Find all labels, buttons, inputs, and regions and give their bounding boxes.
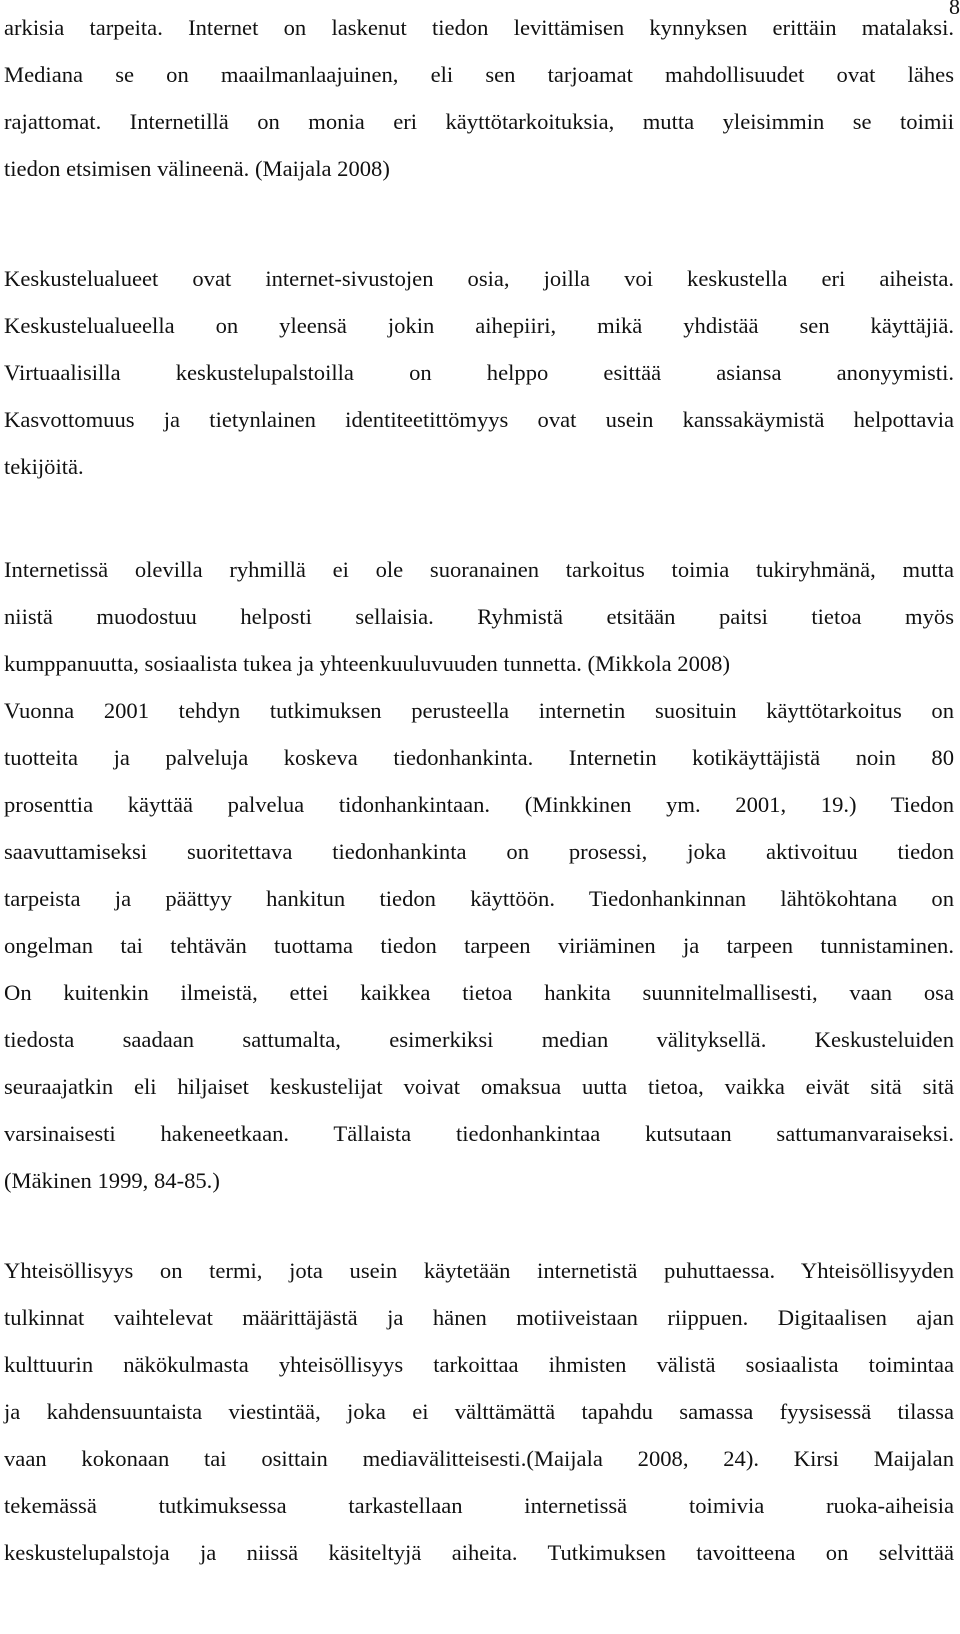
- paragraph-information-seeking: [4, 555, 954, 1213]
- text-line: tuotteita ja palveluja koskeva tiedonhankinta. Internetin kotikäyttäjistä noin 80: [4, 745, 954, 770]
- text-line: keskustelupalstoja ja niissä käsiteltyjä aiheita. Tutkimuksen tavoitteena on selvittää: [4, 1540, 954, 1565]
- text-line: Vuonna 2001 tehdyn tutkimuksen perusteella internetin suosituin käyttötarkoitus on: [4, 698, 954, 723]
- text-line: tekemässä tutkimuksessa tarkastellaan internetissä toimivia ruoka-aiheisia: [4, 1493, 954, 1518]
- text-line: prosenttia käyttää palvelua tidonhankintaan. (Minkkinen ym. 2001, 19.) Tiedon: [4, 792, 954, 817]
- text-line: (Mäkinen 1999, 84-85.): [4, 1168, 220, 1193]
- paragraph-community: [4, 1256, 954, 1585]
- text-line: Keskustelualueella on yleensä jokin aihepiiri, mikä yhdistää sen käyttäjiä.: [4, 313, 954, 338]
- text-line: tarpeista ja päättyy hankitun tiedon käyttöön. Tiedonhankinnan lähtökohtana on: [4, 886, 954, 911]
- text-line: niistä muodostuu helposti sellaisia. Ryhmistä etsitään paitsi tietoa myös: [4, 604, 954, 629]
- text-line: ongelman tai tehtävän tuottama tiedon tarpeen viriäminen ja tarpeen tunnistaminen.: [4, 933, 954, 958]
- paragraph-internet-intro: [4, 13, 954, 201]
- text-line: saavuttamiseksi suoritettava tiedonhankinta on prosessi, joka aktivoituu tiedon: [4, 839, 954, 864]
- text-line: arkisia tarpeita. Internet on laskenut tiedon levittämisen kynnyksen erittäin matalaksi.: [4, 15, 954, 40]
- text-line: Virtuaalisilla keskustelupalstoilla on helppo esittää asiansa anonyymisti.: [4, 360, 954, 385]
- text-line: Mediana se on maailmanlaajuinen, eli sen tarjoamat mahdollisuudet ovat lähes: [4, 62, 954, 87]
- text-line: vaan kokonaan tai osittain mediavälitteisesti.(Maijala 2008, 24). Kirsi Maijalan: [4, 1446, 954, 1471]
- text-line: tekijöitä.: [4, 454, 84, 479]
- text-line: ja kahdensuuntaista viestintää, joka ei välttämättä tapahdu samassa fyysisessä tilassa: [4, 1399, 954, 1424]
- text-line: tulkinnat vaihtelevat määrittäjästä ja hänen motiiveistaan riippuen. Digitaalisen ajan: [4, 1305, 954, 1330]
- paragraph-discussion-areas: [4, 264, 954, 499]
- text-line: rajattomat. Internetillä on monia eri käyttötarkoituksia, mutta yleisimmin se toimii: [4, 109, 954, 134]
- text-line: Kasvottomuus ja tietynlainen identiteetittömyys ovat usein kanssakäymistä helpottavia: [4, 407, 954, 432]
- text-line: Keskustelualueet ovat internet-sivustojen osia, joilla voi keskustella eri aiheista.: [4, 266, 954, 291]
- text-line: Yhteisöllisyys on termi, jota usein käytetään internetistä puhuttaessa. Yhteisöllisyyden: [4, 1258, 954, 1283]
- text-line: varsinaisesti hakeneetkaan. Tällaista tiedonhankintaa kutsutaan sattumanvaraiseksi.: [4, 1121, 954, 1146]
- text-line: kumppanuutta, sosiaalista tukea ja yhteenkuuluvuuden tunnetta. (Mikkola 2008): [4, 651, 730, 676]
- text-line: seuraajatkin eli hiljaiset keskustelijat voivat omaksua uutta tietoa, vaikka eivät sitä sitä: [4, 1074, 954, 1099]
- text-line: Internetissä olevilla ryhmillä ei ole suoranainen tarkoitus toimia tukiryhmänä, mutta: [4, 557, 954, 582]
- text-line: tiedon etsimisen välineenä. (Maijala 2008): [4, 156, 390, 181]
- text-line: On kuitenkin ilmeistä, ettei kaikkea tietoa hankita suunnitelmallisesti, vaan osa: [4, 980, 954, 1005]
- text-line: kulttuurin näkökulmasta yhteisöllisyys tarkoittaa ihmisten välistä sosiaalista toimintaa: [4, 1352, 954, 1377]
- page-number: 8: [949, 0, 960, 19]
- text-line: tiedosta saadaan sattumalta, esimerkiksi median välityksellä. Keskusteluiden: [4, 1027, 954, 1052]
